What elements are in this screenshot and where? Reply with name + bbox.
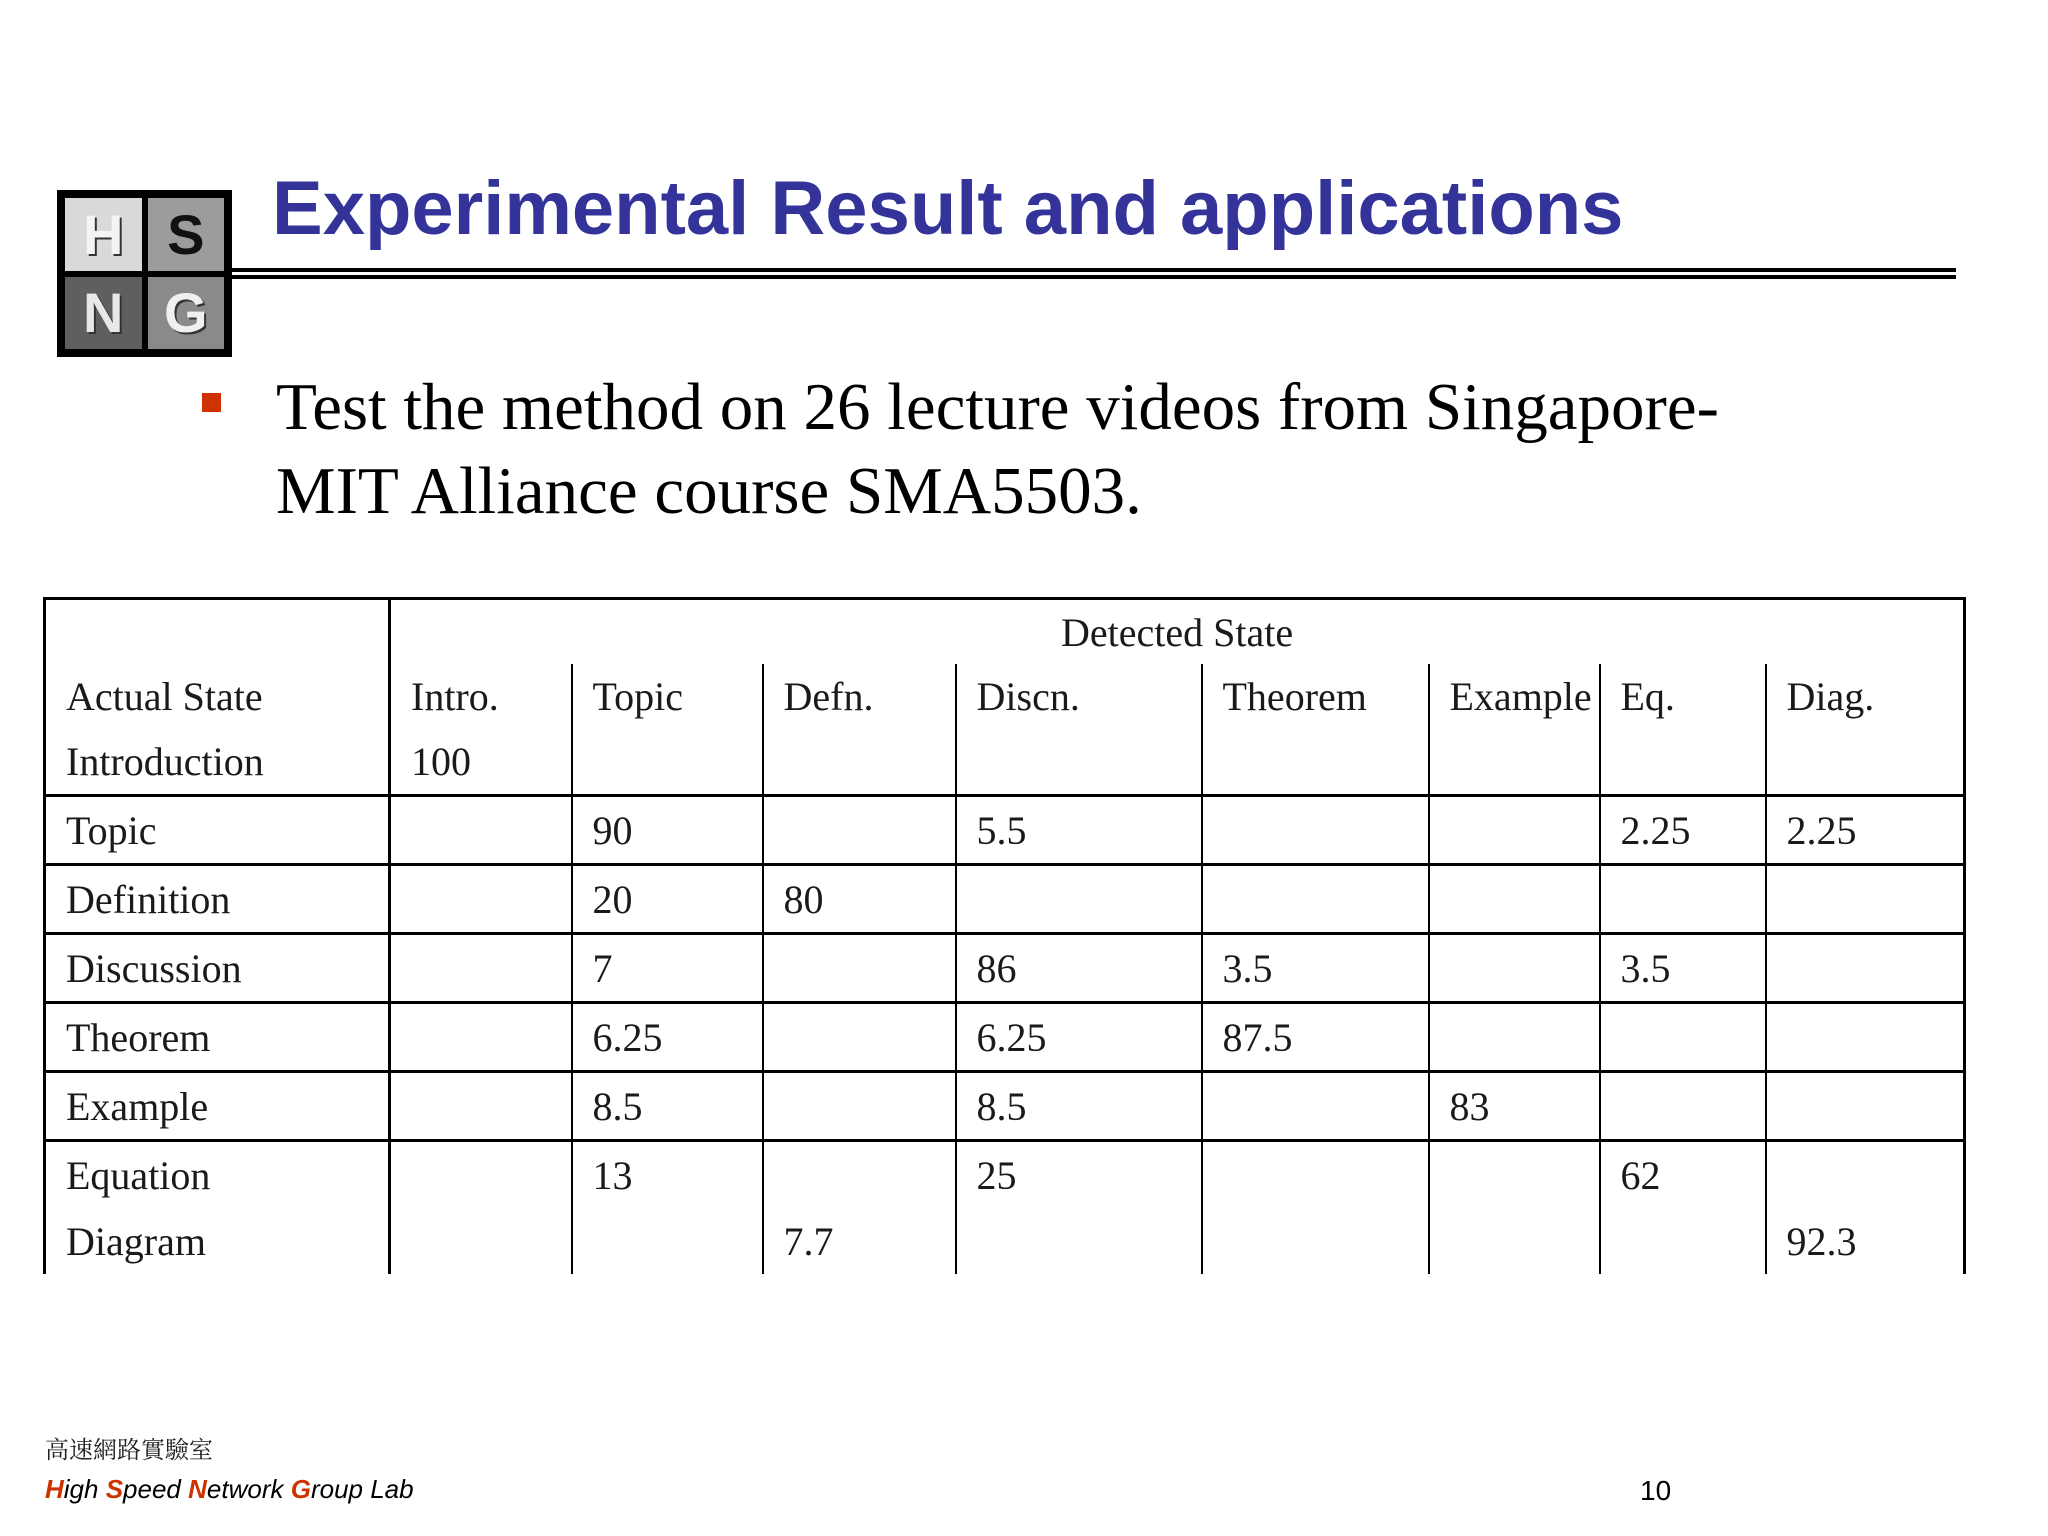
table-cell: 5.5 xyxy=(956,796,1202,865)
row-label: Topic xyxy=(45,796,390,865)
table-cell xyxy=(1202,1072,1429,1141)
table-row xyxy=(45,1208,1965,1274)
bullet-text xyxy=(276,365,1926,533)
table-cell: 87.5 xyxy=(1202,1003,1429,1072)
table-cell: 3.5 xyxy=(1202,934,1429,1003)
table-cell xyxy=(1202,1141,1429,1209)
bullet-line-1: Test the method on 26 lecture videos from Singapore- xyxy=(276,370,1719,444)
column-header: Diag. xyxy=(1766,664,1965,728)
table-cell xyxy=(1429,796,1600,865)
row-label: Theorem xyxy=(45,1003,390,1072)
logo-letter-g: G xyxy=(148,277,225,350)
column-header-row xyxy=(45,664,1965,728)
bullet-marker xyxy=(202,393,221,412)
table-cell xyxy=(1600,728,1766,796)
lab-text: roup Lab xyxy=(310,1474,414,1504)
table-cell xyxy=(763,1072,956,1141)
column-header: Eq. xyxy=(1600,664,1766,728)
table-cell: 80 xyxy=(763,865,956,934)
table-cell xyxy=(1600,865,1766,934)
table-row xyxy=(45,865,1965,934)
table-cell xyxy=(390,796,572,865)
table-row xyxy=(45,1003,1965,1072)
table-cell: 2.25 xyxy=(1600,796,1766,865)
table-cell xyxy=(1429,865,1600,934)
table-row xyxy=(45,796,1965,865)
table-row xyxy=(45,1141,1965,1209)
column-header: Discn. xyxy=(956,664,1202,728)
table-cell xyxy=(390,1141,572,1209)
row-label: Definition xyxy=(45,865,390,934)
table-cell xyxy=(1600,1072,1766,1141)
table-body xyxy=(45,599,1965,1275)
footer-lab-name xyxy=(45,1474,414,1505)
table-cell: 90 xyxy=(572,796,763,865)
table-cell xyxy=(1766,865,1965,934)
table-cell: 8.5 xyxy=(572,1072,763,1141)
lab-initial: G xyxy=(290,1474,311,1504)
table-cell xyxy=(763,796,956,865)
lab-initial: N xyxy=(188,1474,207,1504)
table-cell xyxy=(390,865,572,934)
table-cell: 62 xyxy=(1600,1141,1766,1209)
table-cell xyxy=(390,1072,572,1141)
table-cell xyxy=(956,1208,1202,1274)
table-cell xyxy=(1766,934,1965,1003)
lab-text: igh xyxy=(63,1474,106,1504)
lab-initial: S xyxy=(105,1474,124,1504)
column-header: Topic xyxy=(572,664,763,728)
table-cell xyxy=(1429,1003,1600,1072)
table-cell: 83 xyxy=(1429,1072,1600,1141)
table-cell xyxy=(1202,728,1429,796)
hsng-logo xyxy=(57,190,232,357)
title-underline xyxy=(232,268,1956,279)
table-cell xyxy=(1429,1208,1600,1274)
table-cell xyxy=(763,934,956,1003)
column-header: Defn. xyxy=(763,664,956,728)
table-cell xyxy=(1600,1003,1766,1072)
table-cell xyxy=(1202,1208,1429,1274)
table-cell xyxy=(1202,796,1429,865)
table-cell xyxy=(1766,1141,1965,1209)
table-cell xyxy=(390,934,572,1003)
table-cell xyxy=(572,728,763,796)
table-row xyxy=(45,934,1965,1003)
table-cell: 6.25 xyxy=(956,1003,1202,1072)
table-cell xyxy=(572,1208,763,1274)
table-cell xyxy=(763,1003,956,1072)
table-cell xyxy=(763,1141,956,1209)
table-cell: 100 xyxy=(390,728,572,796)
table-cell xyxy=(1429,934,1600,1003)
logo-letter-s: S xyxy=(148,198,225,271)
table-cell xyxy=(1766,1072,1965,1141)
table-row xyxy=(45,728,1965,796)
table-cell xyxy=(390,1003,572,1072)
table-cell xyxy=(956,728,1202,796)
footer-lab-chinese: 高速網路實驗室 xyxy=(45,1436,213,1464)
table-cell xyxy=(1202,865,1429,934)
table-cell: 20 xyxy=(572,865,763,934)
logo-letter-h: H xyxy=(65,198,142,271)
group-header-row xyxy=(45,599,1965,665)
table-cell: 13 xyxy=(572,1141,763,1209)
table-cell xyxy=(763,728,956,796)
detected-state-header: Detected State xyxy=(390,599,1965,665)
table-cell: 2.25 xyxy=(1766,796,1965,865)
lab-text: etwork xyxy=(206,1474,291,1504)
table-cell xyxy=(956,865,1202,934)
row-label: Equation xyxy=(45,1141,390,1209)
table-cell: 7 xyxy=(572,934,763,1003)
column-header: Example xyxy=(1429,664,1600,728)
corner-cell xyxy=(45,599,390,665)
lab-text: peed xyxy=(123,1474,189,1504)
table-cell xyxy=(1766,728,1965,796)
table-cell: 7.7 xyxy=(763,1208,956,1274)
table-cell: 3.5 xyxy=(1600,934,1766,1003)
row-label: Discussion xyxy=(45,934,390,1003)
table-cell xyxy=(1766,1003,1965,1072)
row-label: Diagram xyxy=(45,1208,390,1274)
table-cell xyxy=(1429,728,1600,796)
table-cell: 8.5 xyxy=(956,1072,1202,1141)
actual-state-header: Actual State xyxy=(45,664,390,728)
table-cell xyxy=(1429,1141,1600,1209)
logo-letter-n: N xyxy=(65,277,142,350)
table-cell: 92.3 xyxy=(1766,1208,1965,1274)
bullet-line-2: MIT Alliance course SMA5503. xyxy=(276,454,1142,528)
table-cell: 6.25 xyxy=(572,1003,763,1072)
table-cell xyxy=(390,1208,572,1274)
row-label: Example xyxy=(45,1072,390,1141)
lab-initial: H xyxy=(45,1474,64,1504)
page-number: 10 xyxy=(1640,1475,1672,1506)
confusion-table xyxy=(43,597,1966,1274)
table-cell xyxy=(1600,1208,1766,1274)
table-row xyxy=(45,1072,1965,1141)
column-header: Theorem xyxy=(1202,664,1429,728)
slide-title: Experimental Result and applications xyxy=(272,166,1624,251)
table-cell: 86 xyxy=(956,934,1202,1003)
column-header: Intro. xyxy=(390,664,572,728)
table-cell: 25 xyxy=(956,1141,1202,1209)
row-label: Introduction xyxy=(45,728,390,796)
